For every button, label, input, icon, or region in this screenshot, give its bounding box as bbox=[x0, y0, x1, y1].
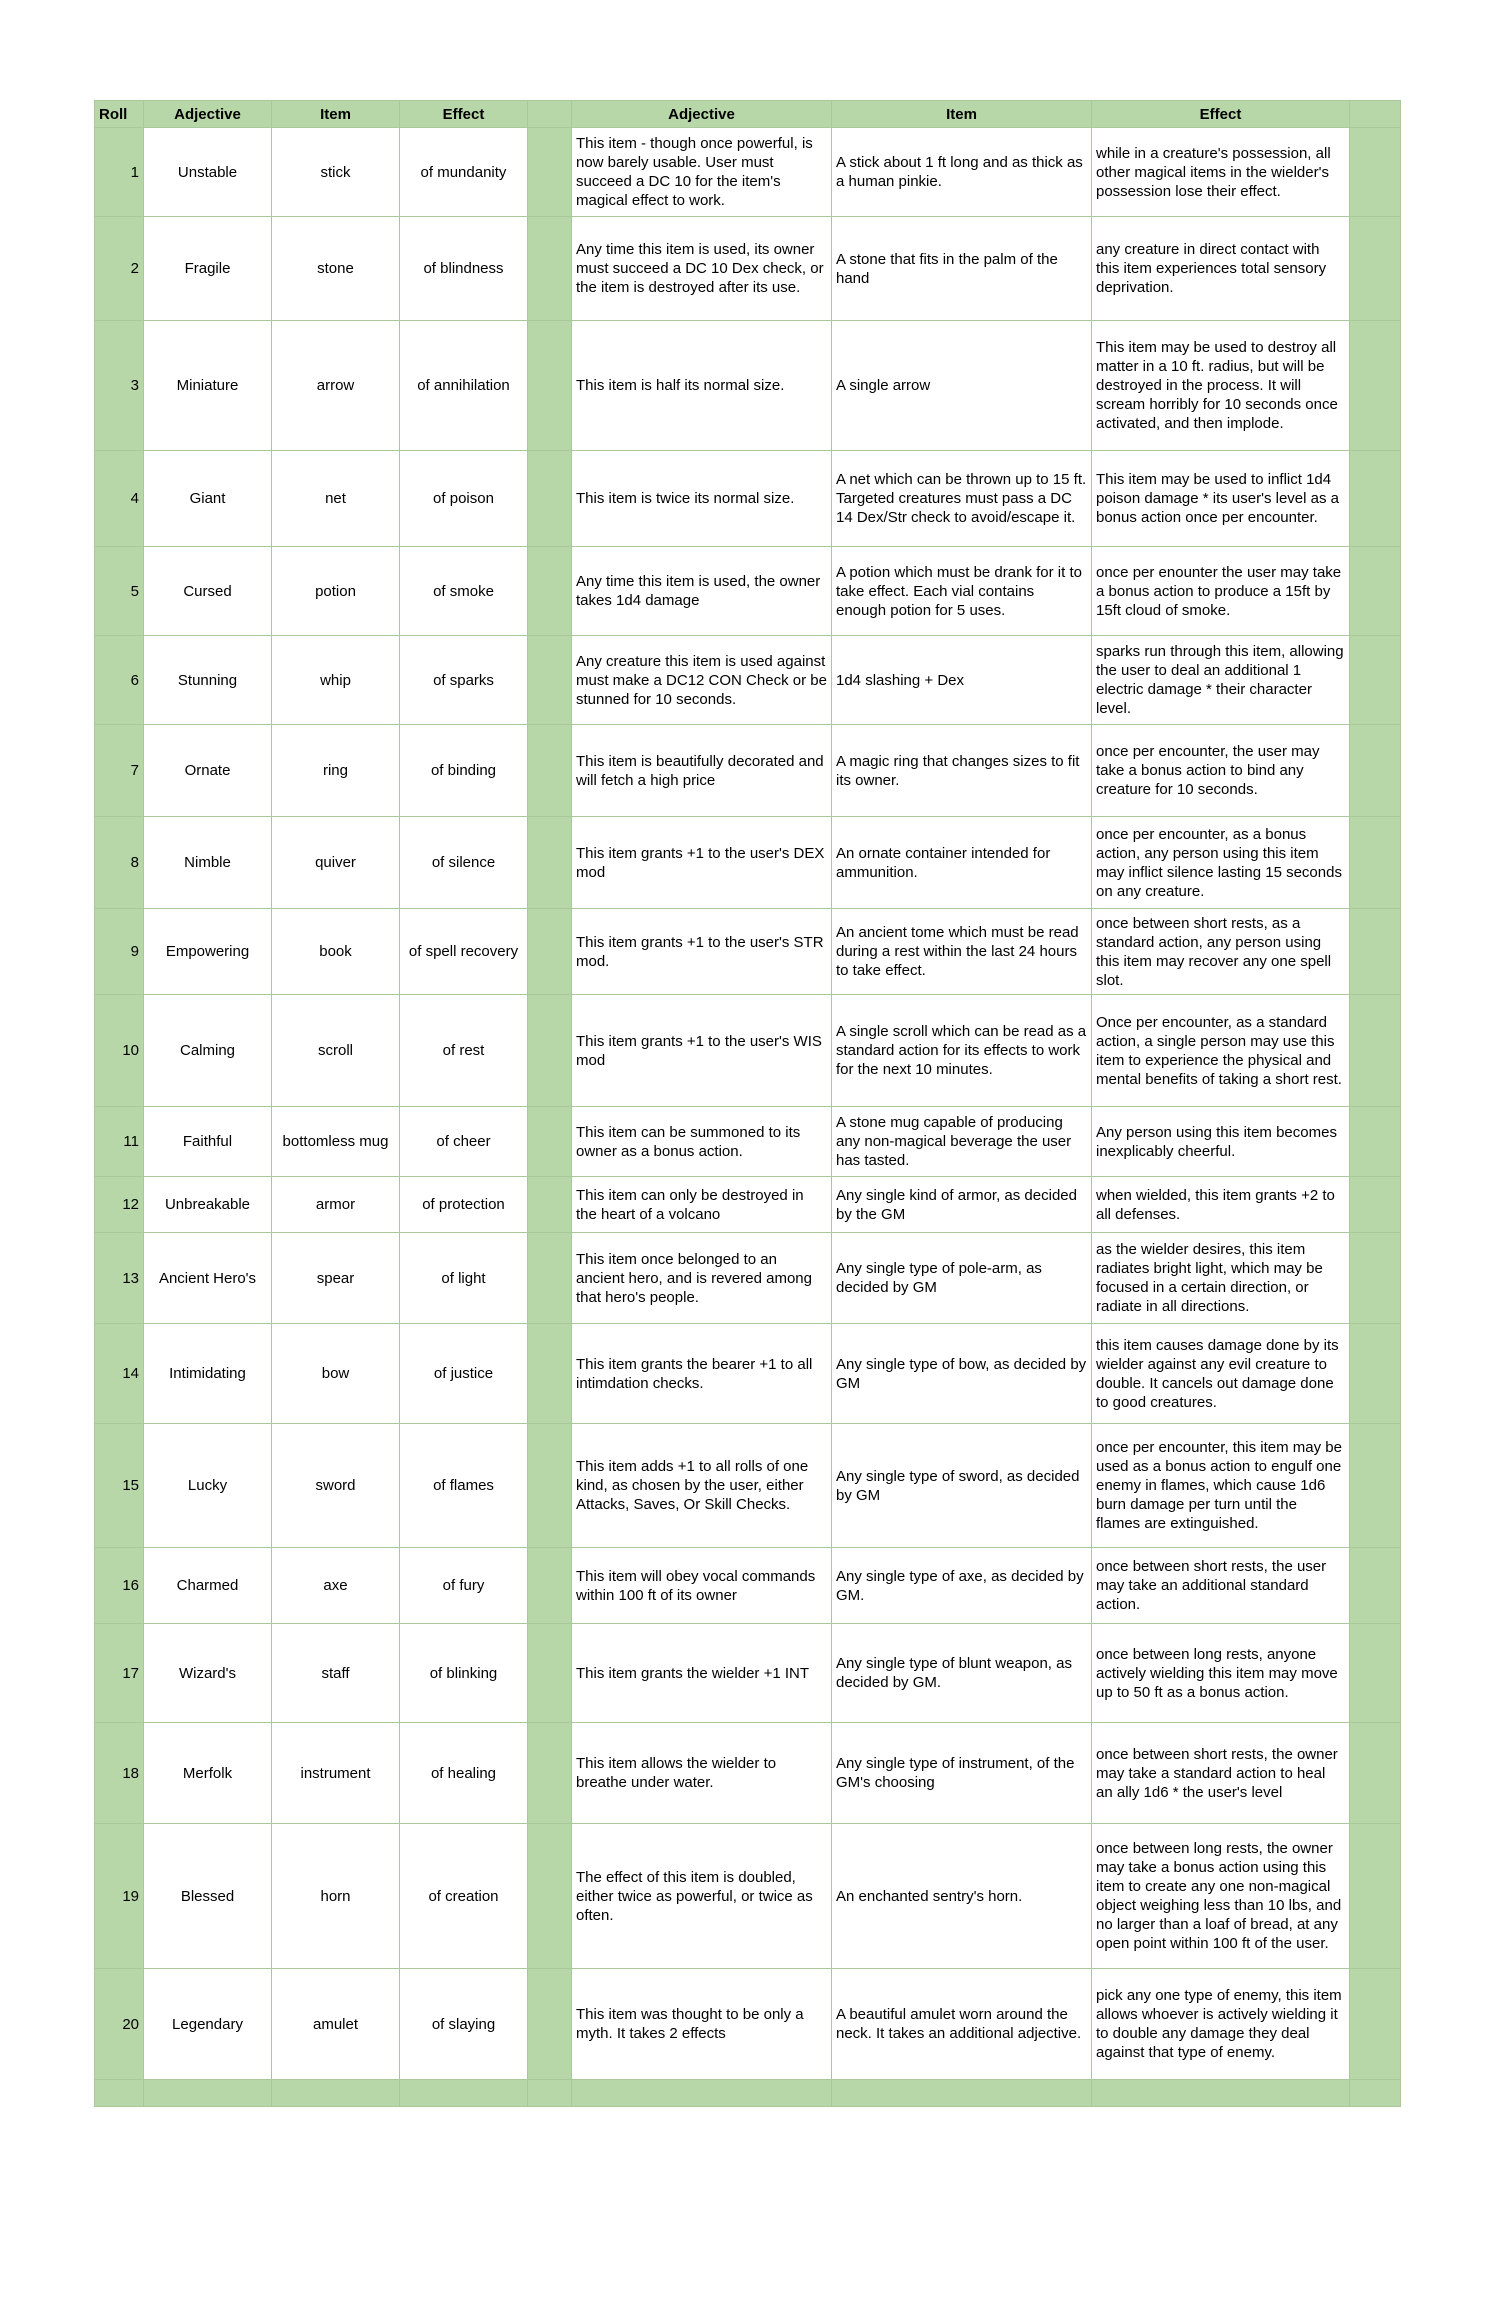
effect-description-cell: as the wielder desires, this item radiates bright light, which may be focused in a certain direction, or radiate in all directions. bbox=[1092, 1233, 1350, 1324]
end-cell bbox=[1350, 451, 1401, 547]
gap-cell bbox=[528, 1969, 572, 2080]
end-cell bbox=[1350, 1624, 1401, 1723]
effect-cell: of mundanity bbox=[400, 128, 528, 217]
item-cell: axe bbox=[272, 1548, 400, 1624]
effect-cell: of sparks bbox=[400, 636, 528, 725]
item-description-cell: An ornate container intended for ammunition. bbox=[832, 817, 1092, 909]
adjective-description-cell: This item grants the bearer +1 to all intimdation checks. bbox=[572, 1324, 832, 1424]
item-cell: armor bbox=[272, 1177, 400, 1233]
adjective-description-cell: This item grants +1 to the user's DEX mod bbox=[572, 817, 832, 909]
item-description-cell: A magic ring that changes sizes to fit its owner. bbox=[832, 725, 1092, 817]
roll-cell: 14 bbox=[95, 1324, 144, 1424]
end-cell bbox=[1350, 1177, 1401, 1233]
gap-cell bbox=[528, 1233, 572, 1324]
roll-cell: 18 bbox=[95, 1723, 144, 1824]
roll-cell: 3 bbox=[95, 321, 144, 451]
effect-description-cell: any creature in direct contact with this item experiences total sensory deprivation. bbox=[1092, 217, 1350, 321]
adjective-description-cell: This item can only be destroyed in the heart of a volcano bbox=[572, 1177, 832, 1233]
footer-cell bbox=[1350, 2080, 1401, 2107]
adjective-cell: Calming bbox=[144, 995, 272, 1107]
end-cell bbox=[1350, 321, 1401, 451]
table-row bbox=[95, 1424, 1401, 1548]
header-gap bbox=[528, 101, 572, 128]
effect-description-cell: once between short rests, as a standard action, any person using this item may recover any one spell slot. bbox=[1092, 909, 1350, 995]
end-cell bbox=[1350, 1548, 1401, 1624]
gap-cell bbox=[528, 1723, 572, 1824]
end-cell bbox=[1350, 128, 1401, 217]
effect-cell: of spell recovery bbox=[400, 909, 528, 995]
table-row bbox=[95, 451, 1401, 547]
item-cell: stone bbox=[272, 217, 400, 321]
header-effect: Effect bbox=[400, 101, 528, 128]
table-row bbox=[95, 1548, 1401, 1624]
roll-cell: 2 bbox=[95, 217, 144, 321]
header-adjective: Adjective bbox=[144, 101, 272, 128]
table-row bbox=[95, 725, 1401, 817]
table-row bbox=[95, 128, 1401, 217]
adjective-description-cell: This item adds +1 to all rolls of one kind, as chosen by the user, either Attacks, Saves, Or Skill Checks. bbox=[572, 1424, 832, 1548]
item-description-cell: Any single type of sword, as decided by GM bbox=[832, 1424, 1092, 1548]
header-adjective-desc: Adjective bbox=[572, 101, 832, 128]
adjective-cell: Charmed bbox=[144, 1548, 272, 1624]
adjective-cell: Cursed bbox=[144, 547, 272, 636]
item-cell: potion bbox=[272, 547, 400, 636]
adjective-cell: Lucky bbox=[144, 1424, 272, 1548]
adjective-cell: Ancient Hero's bbox=[144, 1233, 272, 1324]
effect-description-cell: Once per encounter, as a standard action, a single person may use this item to experience the physical and mental benefits of taking a short rest. bbox=[1092, 995, 1350, 1107]
adjective-description-cell: Any time this item is used, its owner must succeed a DC 10 Dex check, or the item is destroyed after its use. bbox=[572, 217, 832, 321]
item-description-cell: Any single type of blunt weapon, as decided by GM. bbox=[832, 1624, 1092, 1723]
adjective-description-cell: This item once belonged to an ancient hero, and is revered among that hero's people. bbox=[572, 1233, 832, 1324]
effect-cell: of binding bbox=[400, 725, 528, 817]
effect-cell: of fury bbox=[400, 1548, 528, 1624]
roll-cell: 17 bbox=[95, 1624, 144, 1723]
table-row bbox=[95, 547, 1401, 636]
item-cell: amulet bbox=[272, 1969, 400, 2080]
footer-cell bbox=[400, 2080, 528, 2107]
item-cell: sword bbox=[272, 1424, 400, 1548]
effect-description-cell: once per encounter, as a bonus action, any person using this item may inflict silence lasting 15 seconds on any creature. bbox=[1092, 817, 1350, 909]
gap-cell bbox=[528, 1324, 572, 1424]
adjective-description-cell: This item will obey vocal commands within 100 ft of its owner bbox=[572, 1548, 832, 1624]
item-description-cell: Any single type of pole-arm, as decided by GM bbox=[832, 1233, 1092, 1324]
end-cell bbox=[1350, 636, 1401, 725]
item-description-cell: A stone that fits in the palm of the hand bbox=[832, 217, 1092, 321]
effect-cell: of smoke bbox=[400, 547, 528, 636]
gap-cell bbox=[528, 217, 572, 321]
adjective-cell: Blessed bbox=[144, 1824, 272, 1969]
effect-cell: of annihilation bbox=[400, 321, 528, 451]
gap-cell bbox=[528, 636, 572, 725]
roll-cell: 6 bbox=[95, 636, 144, 725]
table-row bbox=[95, 1824, 1401, 1969]
gap-cell bbox=[528, 128, 572, 217]
adjective-cell: Fragile bbox=[144, 217, 272, 321]
roll-cell: 8 bbox=[95, 817, 144, 909]
item-description-cell: Any single type of instrument, of the GM's choosing bbox=[832, 1723, 1092, 1824]
roll-cell: 13 bbox=[95, 1233, 144, 1324]
footer-cell bbox=[1092, 2080, 1350, 2107]
effect-description-cell: This item may be used to inflict 1d4 poison damage * its user's level as a bonus action once per encounter. bbox=[1092, 451, 1350, 547]
effect-cell: of healing bbox=[400, 1723, 528, 1824]
roll-cell: 15 bbox=[95, 1424, 144, 1548]
effect-cell: of poison bbox=[400, 451, 528, 547]
item-description-cell: A stick about 1 ft long and as thick as a human pinkie. bbox=[832, 128, 1092, 217]
end-cell bbox=[1350, 547, 1401, 636]
end-cell bbox=[1350, 909, 1401, 995]
gap-cell bbox=[528, 321, 572, 451]
adjective-description-cell: This item is beautifully decorated and will fetch a high price bbox=[572, 725, 832, 817]
gap-cell bbox=[528, 909, 572, 995]
end-cell bbox=[1350, 1824, 1401, 1969]
item-cell: bow bbox=[272, 1324, 400, 1424]
table-row bbox=[95, 1723, 1401, 1824]
end-cell bbox=[1350, 1424, 1401, 1548]
header-effect-desc: Effect bbox=[1092, 101, 1350, 128]
roll-cell: 1 bbox=[95, 128, 144, 217]
end-cell bbox=[1350, 725, 1401, 817]
effect-cell: of protection bbox=[400, 1177, 528, 1233]
roll-cell: 19 bbox=[95, 1824, 144, 1969]
adjective-cell: Wizard's bbox=[144, 1624, 272, 1723]
header-item-desc: Item bbox=[832, 101, 1092, 128]
adjective-description-cell: This item can be summoned to its owner as a bonus action. bbox=[572, 1107, 832, 1177]
item-cell: instrument bbox=[272, 1723, 400, 1824]
effect-cell: of cheer bbox=[400, 1107, 528, 1177]
item-description-cell: An ancient tome which must be read during a rest within the last 24 hours to take effect. bbox=[832, 909, 1092, 995]
effect-cell: of creation bbox=[400, 1824, 528, 1969]
roll-cell: 10 bbox=[95, 995, 144, 1107]
end-cell bbox=[1350, 1723, 1401, 1824]
item-description-cell: 1d4 slashing + Dex bbox=[832, 636, 1092, 725]
adjective-description-cell: This item - though once powerful, is now barely usable. User must succeed a DC 10 for the item's magical effect to work. bbox=[572, 128, 832, 217]
item-cell: ring bbox=[272, 725, 400, 817]
effect-description-cell: once per encounter, the user may take a bonus action to bind any creature for 10 seconds. bbox=[1092, 725, 1350, 817]
effect-cell: of blinking bbox=[400, 1624, 528, 1723]
gap-cell bbox=[528, 451, 572, 547]
gap-cell bbox=[528, 1424, 572, 1548]
gap-cell bbox=[528, 995, 572, 1107]
adjective-cell: Merfolk bbox=[144, 1723, 272, 1824]
table-row bbox=[95, 217, 1401, 321]
effect-description-cell: pick any one type of enemy, this item allows whoever is actively wielding it to double any damage they deal against that type of enemy. bbox=[1092, 1969, 1350, 2080]
footer-cell bbox=[144, 2080, 272, 2107]
effect-cell: of slaying bbox=[400, 1969, 528, 2080]
effect-description-cell: once between short rests, the user may take an additional standard action. bbox=[1092, 1548, 1350, 1624]
effect-description-cell: once between long rests, the owner may take a bonus action using this item to create any one non-magical object weighing less than 10 lbs, and no larger than a loaf of bread, at any open point within 100 ft of the user. bbox=[1092, 1824, 1350, 1969]
effect-description-cell: This item may be used to destroy all matter in a 10 ft. radius, but will be destroyed in the process. It will scream horribly for 10 seconds once activated, and then implode. bbox=[1092, 321, 1350, 451]
table-body bbox=[95, 128, 1401, 2107]
effect-cell: of silence bbox=[400, 817, 528, 909]
footer-cell bbox=[572, 2080, 832, 2107]
adjective-cell: Nimble bbox=[144, 817, 272, 909]
effect-cell: of rest bbox=[400, 995, 528, 1107]
table-row bbox=[95, 995, 1401, 1107]
effect-description-cell: once between long rests, anyone actively wielding this item may move up to 50 ft as a bonus action. bbox=[1092, 1624, 1350, 1723]
adjective-cell: Stunning bbox=[144, 636, 272, 725]
roll-cell: 4 bbox=[95, 451, 144, 547]
table-row bbox=[95, 1969, 1401, 2080]
effect-description-cell: once per enounter the user may take a bonus action to produce a 15ft by 15ft cloud of smoke. bbox=[1092, 547, 1350, 636]
item-cell: book bbox=[272, 909, 400, 995]
item-cell: whip bbox=[272, 636, 400, 725]
adjective-cell: Intimidating bbox=[144, 1324, 272, 1424]
item-cell: stick bbox=[272, 128, 400, 217]
gap-cell bbox=[528, 1107, 572, 1177]
effect-cell: of flames bbox=[400, 1424, 528, 1548]
adjective-description-cell: This item allows the wielder to breathe under water. bbox=[572, 1723, 832, 1824]
end-cell bbox=[1350, 217, 1401, 321]
end-cell bbox=[1350, 1969, 1401, 2080]
table-row bbox=[95, 636, 1401, 725]
footer-cell bbox=[528, 2080, 572, 2107]
adjective-description-cell: The effect of this item is doubled, either twice as powerful, or twice as often. bbox=[572, 1824, 832, 1969]
end-cell bbox=[1350, 817, 1401, 909]
footer-row bbox=[95, 2080, 1401, 2107]
item-cell: quiver bbox=[272, 817, 400, 909]
adjective-description-cell: This item grants +1 to the user's STR mod. bbox=[572, 909, 832, 995]
effect-description-cell: once between short rests, the owner may take a standard action to heal an ally 1d6 * the user's level bbox=[1092, 1723, 1350, 1824]
effect-description-cell: Any person using this item becomes inexplicably cheerful. bbox=[1092, 1107, 1350, 1177]
roll-cell: 5 bbox=[95, 547, 144, 636]
adjective-cell: Miniature bbox=[144, 321, 272, 451]
table-row bbox=[95, 1177, 1401, 1233]
table-row bbox=[95, 817, 1401, 909]
effect-description-cell: this item causes damage done by its wielder against any evil creature to double. It cancels out damage done to good creatures. bbox=[1092, 1324, 1350, 1424]
item-cell: net bbox=[272, 451, 400, 547]
effect-cell: of justice bbox=[400, 1324, 528, 1424]
table-row bbox=[95, 1324, 1401, 1424]
adjective-description-cell: This item grants +1 to the user's WIS mod bbox=[572, 995, 832, 1107]
item-description-cell: A potion which must be drank for it to take effect. Each vial contains enough potion for 5 uses. bbox=[832, 547, 1092, 636]
table-row bbox=[95, 1107, 1401, 1177]
roll-cell: 16 bbox=[95, 1548, 144, 1624]
gap-cell bbox=[528, 725, 572, 817]
item-cell: arrow bbox=[272, 321, 400, 451]
adjective-description-cell: This item grants the wielder +1 INT bbox=[572, 1624, 832, 1723]
item-generator-table bbox=[94, 100, 1401, 2107]
roll-cell: 9 bbox=[95, 909, 144, 995]
end-cell bbox=[1350, 1233, 1401, 1324]
end-cell bbox=[1350, 1324, 1401, 1424]
item-description-cell: Any single type of bow, as decided by GM bbox=[832, 1324, 1092, 1424]
header-row bbox=[95, 101, 1401, 128]
table-row bbox=[95, 321, 1401, 451]
effect-description-cell: sparks run through this item, allowing the user to deal an additional 1 electric damage * their character level. bbox=[1092, 636, 1350, 725]
adjective-cell: Ornate bbox=[144, 725, 272, 817]
adjective-description-cell: Any creature this item is used against must make a DC12 CON Check or be stunned for 10 seconds. bbox=[572, 636, 832, 725]
table-row bbox=[95, 1233, 1401, 1324]
adjective-cell: Giant bbox=[144, 451, 272, 547]
gap-cell bbox=[528, 547, 572, 636]
gap-cell bbox=[528, 1548, 572, 1624]
adjective-cell: Unbreakable bbox=[144, 1177, 272, 1233]
adjective-description-cell: This item is twice its normal size. bbox=[572, 451, 832, 547]
effect-cell: of light bbox=[400, 1233, 528, 1324]
adjective-description-cell: This item is half its normal size. bbox=[572, 321, 832, 451]
roll-cell: 11 bbox=[95, 1107, 144, 1177]
footer-cell bbox=[832, 2080, 1092, 2107]
roll-cell: 12 bbox=[95, 1177, 144, 1233]
item-description-cell: A single scroll which can be read as a standard action for its effects to work for the next 10 minutes. bbox=[832, 995, 1092, 1107]
adjective-cell: Empowering bbox=[144, 909, 272, 995]
item-description-cell: A net which can be thrown up to 15 ft. Targeted creatures must pass a DC 14 Dex/Str check to avoid/escape it. bbox=[832, 451, 1092, 547]
gap-cell bbox=[528, 1824, 572, 1969]
item-description-cell: A stone mug capable of producing any non-magical beverage the user has tasted. bbox=[832, 1107, 1092, 1177]
header-roll: Roll bbox=[95, 101, 144, 128]
item-description-cell: An enchanted sentry's horn. bbox=[832, 1824, 1092, 1969]
table-row bbox=[95, 909, 1401, 995]
end-cell bbox=[1350, 1107, 1401, 1177]
adjective-cell: Legendary bbox=[144, 1969, 272, 2080]
adjective-cell: Faithful bbox=[144, 1107, 272, 1177]
effect-description-cell: when wielded, this item grants +2 to all defenses. bbox=[1092, 1177, 1350, 1233]
item-description-cell: Any single type of axe, as decided by GM. bbox=[832, 1548, 1092, 1624]
roll-cell: 20 bbox=[95, 1969, 144, 2080]
item-cell: bottomless mug bbox=[272, 1107, 400, 1177]
item-cell: spear bbox=[272, 1233, 400, 1324]
footer-cell bbox=[272, 2080, 400, 2107]
effect-description-cell: while in a creature's possession, all other magical items in the wielder's possession lose their effect. bbox=[1092, 128, 1350, 217]
gap-cell bbox=[528, 1624, 572, 1723]
gap-cell bbox=[528, 1177, 572, 1233]
effect-description-cell: once per encounter, this item may be used as a bonus action to engulf one enemy in flames, which cause 1d6 burn damage per turn until the flames are extinguished. bbox=[1092, 1424, 1350, 1548]
footer-cell bbox=[95, 2080, 144, 2107]
item-description-cell: Any single kind of armor, as decided by the GM bbox=[832, 1177, 1092, 1233]
header-end bbox=[1350, 101, 1401, 128]
effect-cell: of blindness bbox=[400, 217, 528, 321]
header-item: Item bbox=[272, 101, 400, 128]
adjective-cell: Unstable bbox=[144, 128, 272, 217]
gap-cell bbox=[528, 817, 572, 909]
roll-cell: 7 bbox=[95, 725, 144, 817]
item-cell: scroll bbox=[272, 995, 400, 1107]
adjective-description-cell: This item was thought to be only a myth. It takes 2 effects bbox=[572, 1969, 832, 2080]
table-row bbox=[95, 1624, 1401, 1723]
end-cell bbox=[1350, 995, 1401, 1107]
item-cell: horn bbox=[272, 1824, 400, 1969]
adjective-description-cell: Any time this item is used, the owner takes 1d4 damage bbox=[572, 547, 832, 636]
item-description-cell: A single arrow bbox=[832, 321, 1092, 451]
item-description-cell: A beautiful amulet worn around the neck. It takes an additional adjective. bbox=[832, 1969, 1092, 2080]
item-cell: staff bbox=[272, 1624, 400, 1723]
